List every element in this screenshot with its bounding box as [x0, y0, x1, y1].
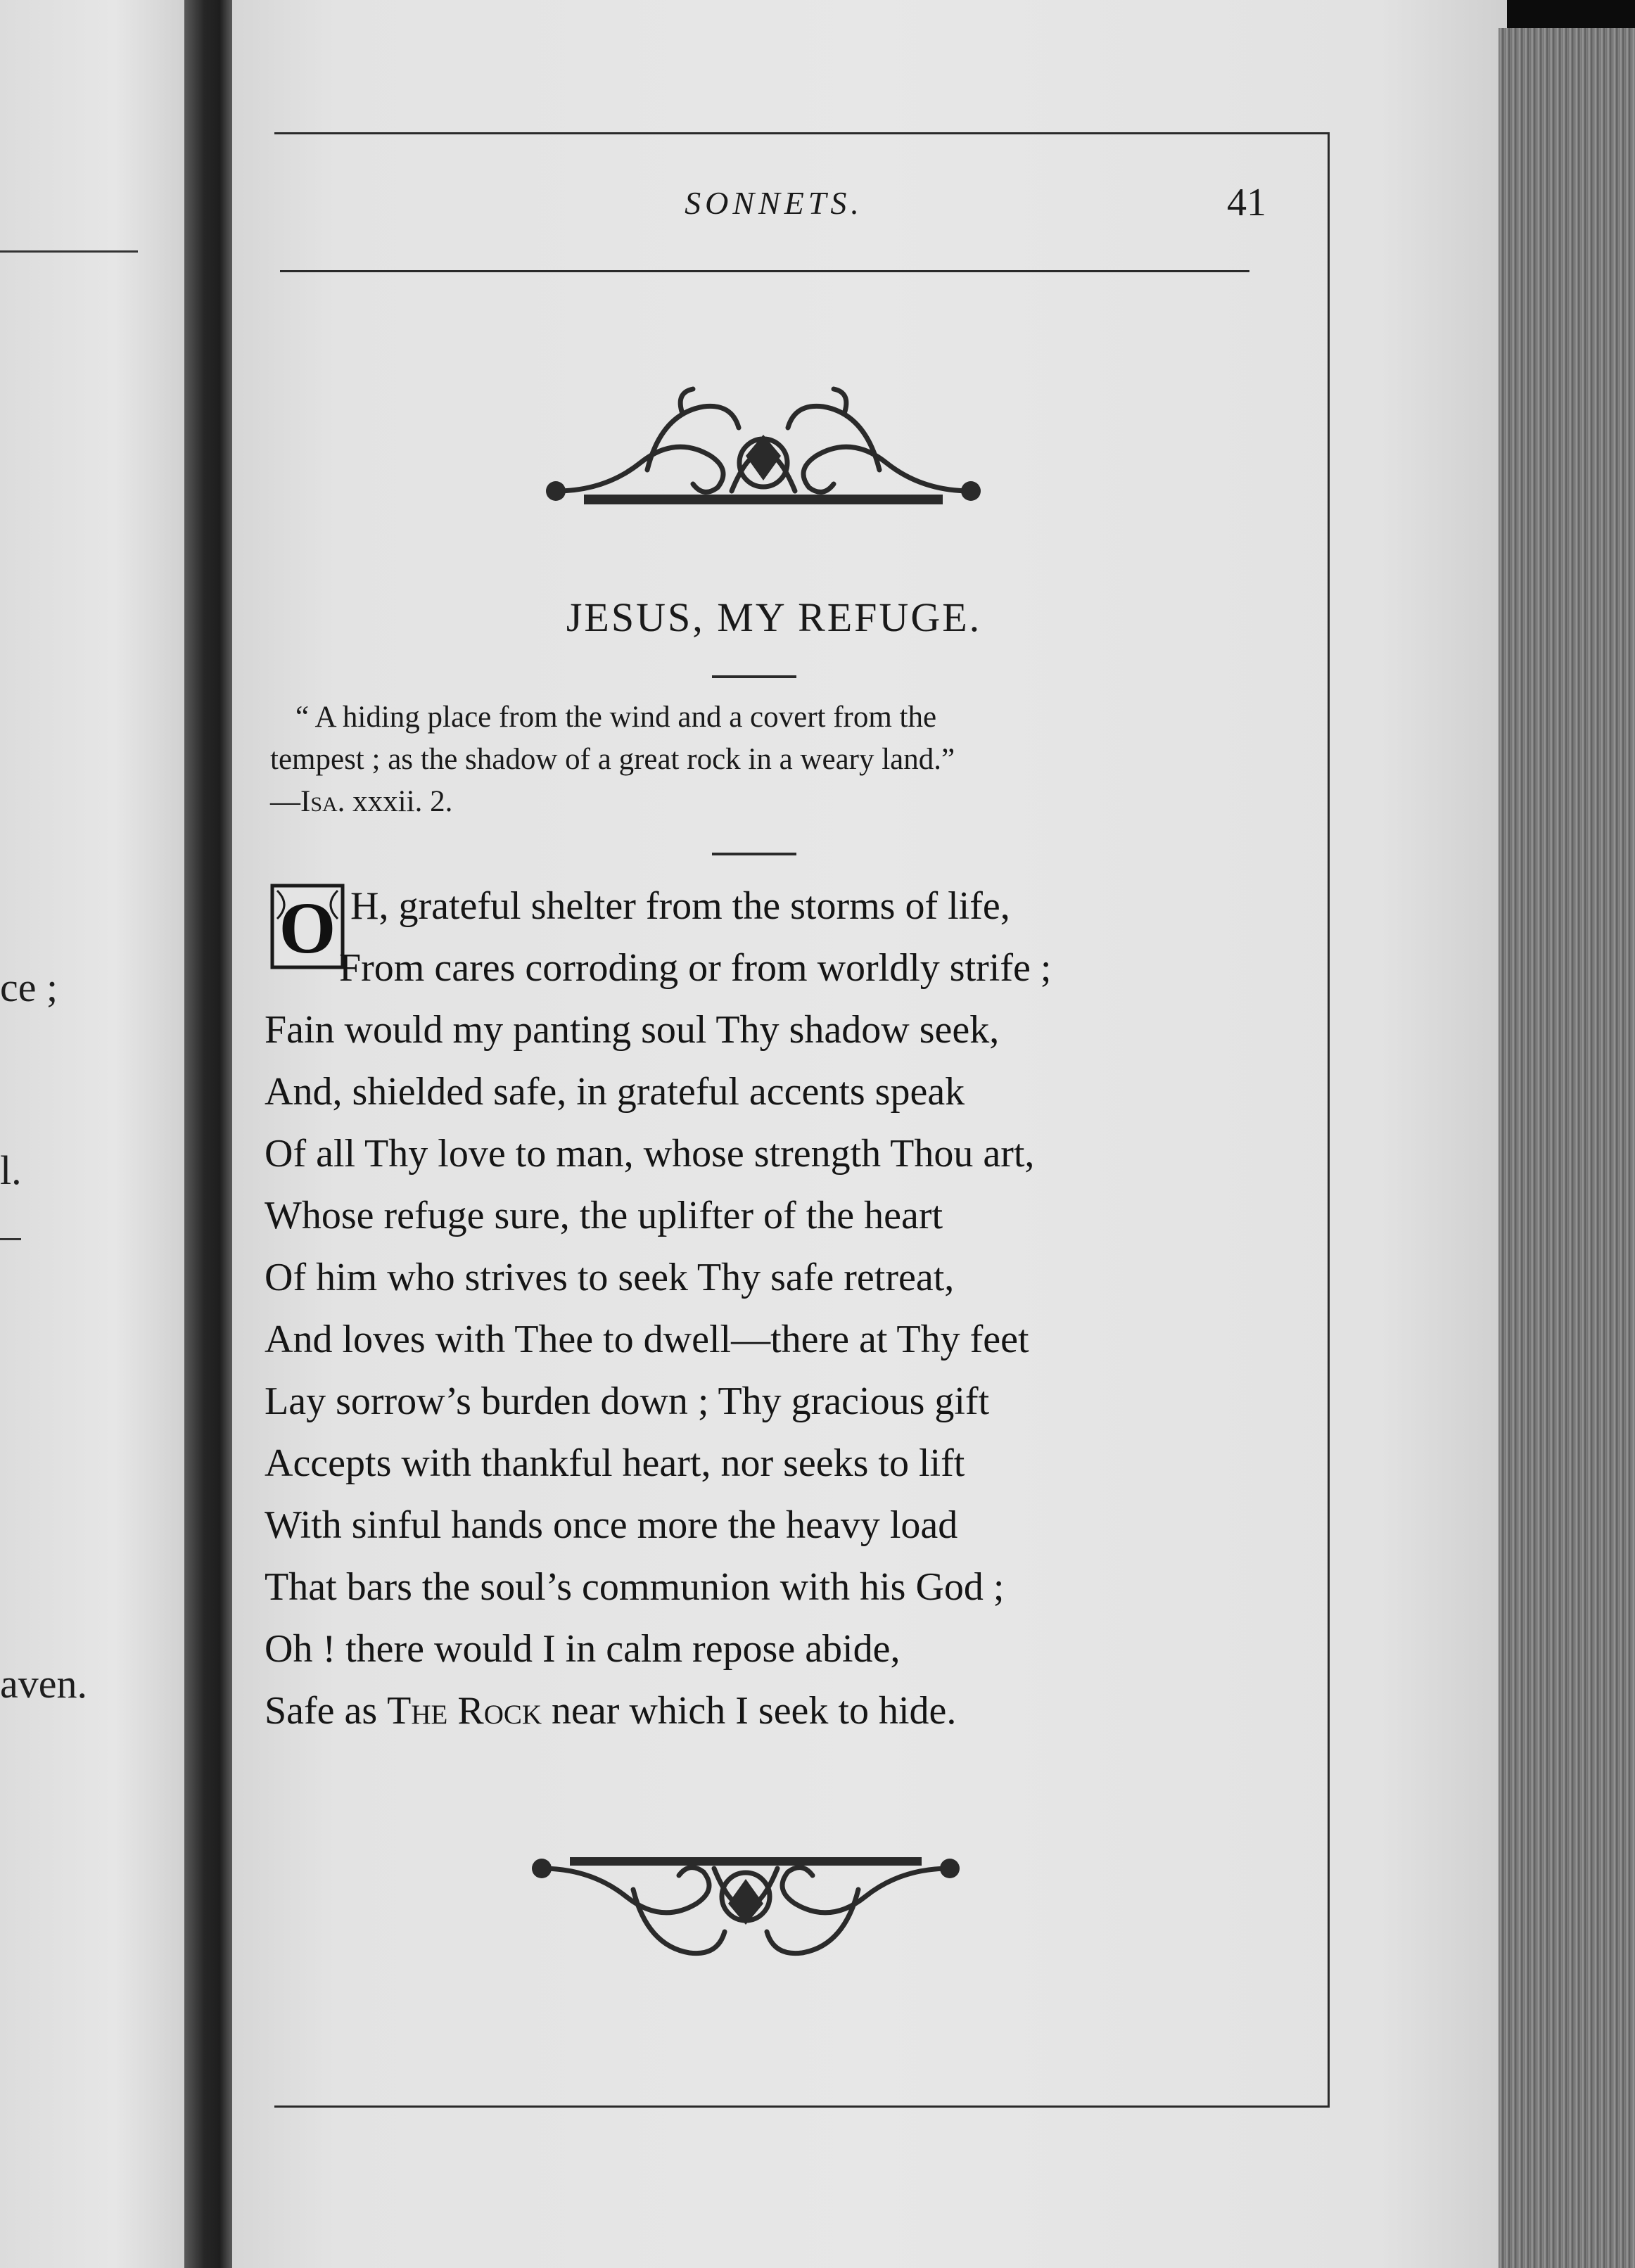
drop-cap-initial: [270, 884, 345, 969]
poem-line: Lay sorrow’s burden down ; Thy gracious gift: [265, 1380, 990, 1423]
drop-cap-letter: O: [279, 888, 336, 969]
poem-line: Of all Thy love to man, whose strength Thou art,: [265, 1132, 1035, 1176]
scroll-ornament-icon: [542, 386, 985, 519]
citation-book: Isa.: [300, 785, 345, 818]
poem-title: JESUS, MY REFUGE.: [566, 594, 982, 640]
poem-line: That bars the soul’s communion with his God ;: [265, 1565, 1005, 1609]
poem-line: With sinful hands once more the heavy load: [265, 1503, 958, 1547]
header-rule: [280, 270, 1249, 272]
poem-line: And loves with Thee to dwell—there at Thy feet: [265, 1318, 1029, 1361]
poem-line: Whose refuge sure, the uplifter of the heart: [265, 1194, 943, 1237]
citation-reference: xxxii. 2.: [345, 785, 453, 818]
facing-page-header-rule: [0, 250, 138, 253]
facing-page-fragment: ce ;: [0, 964, 58, 1010]
facing-page-fragment: l.: [0, 1147, 22, 1193]
facing-page-fragment: aven.: [0, 1661, 87, 1707]
epigraph: [270, 696, 1255, 823]
running-head: SONNETS.: [685, 185, 863, 221]
poem-last-line: [265, 1688, 956, 1733]
epigraph-citation: [270, 781, 1255, 823]
title-rule: [712, 675, 796, 678]
epigraph-rule: [712, 853, 796, 855]
scroll-ornament-icon: [528, 1847, 964, 1974]
last-line-start: Safe as: [265, 1689, 388, 1733]
citation-dash: —: [270, 785, 300, 818]
poem-line: Fain would my panting soul Thy shadow seek,: [265, 1008, 1000, 1052]
last-line-end: near which I seek to hide.: [542, 1689, 957, 1733]
poem-line: Accepts with thankful heart, nor seeks to lift: [265, 1441, 965, 1485]
poem-line: Oh ! there would I in calm repose abide,: [265, 1627, 901, 1671]
epigraph-line: “ A hiding place from the wind and a covert from the: [295, 701, 937, 734]
poem-line: Of him who strives to seek Thy safe retreat,: [265, 1256, 955, 1299]
page-number: 41: [1227, 181, 1266, 224]
poem-line: From cares corroding or from worldly strife ;: [339, 946, 1052, 990]
facing-page: [0, 0, 191, 2268]
book-gutter: [184, 0, 235, 2268]
facing-page-rule: [0, 1238, 21, 1240]
last-line-small-caps: The Rock: [387, 1689, 542, 1733]
epigraph-line: tempest ; as the shadow of a great rock in a weary land.”: [270, 743, 955, 776]
page-edges: [1499, 28, 1635, 2268]
poem-line: H, grateful shelter from the storms of life,: [350, 884, 1010, 928]
poem-line: And, shielded safe, in grateful accents speak: [265, 1070, 965, 1114]
